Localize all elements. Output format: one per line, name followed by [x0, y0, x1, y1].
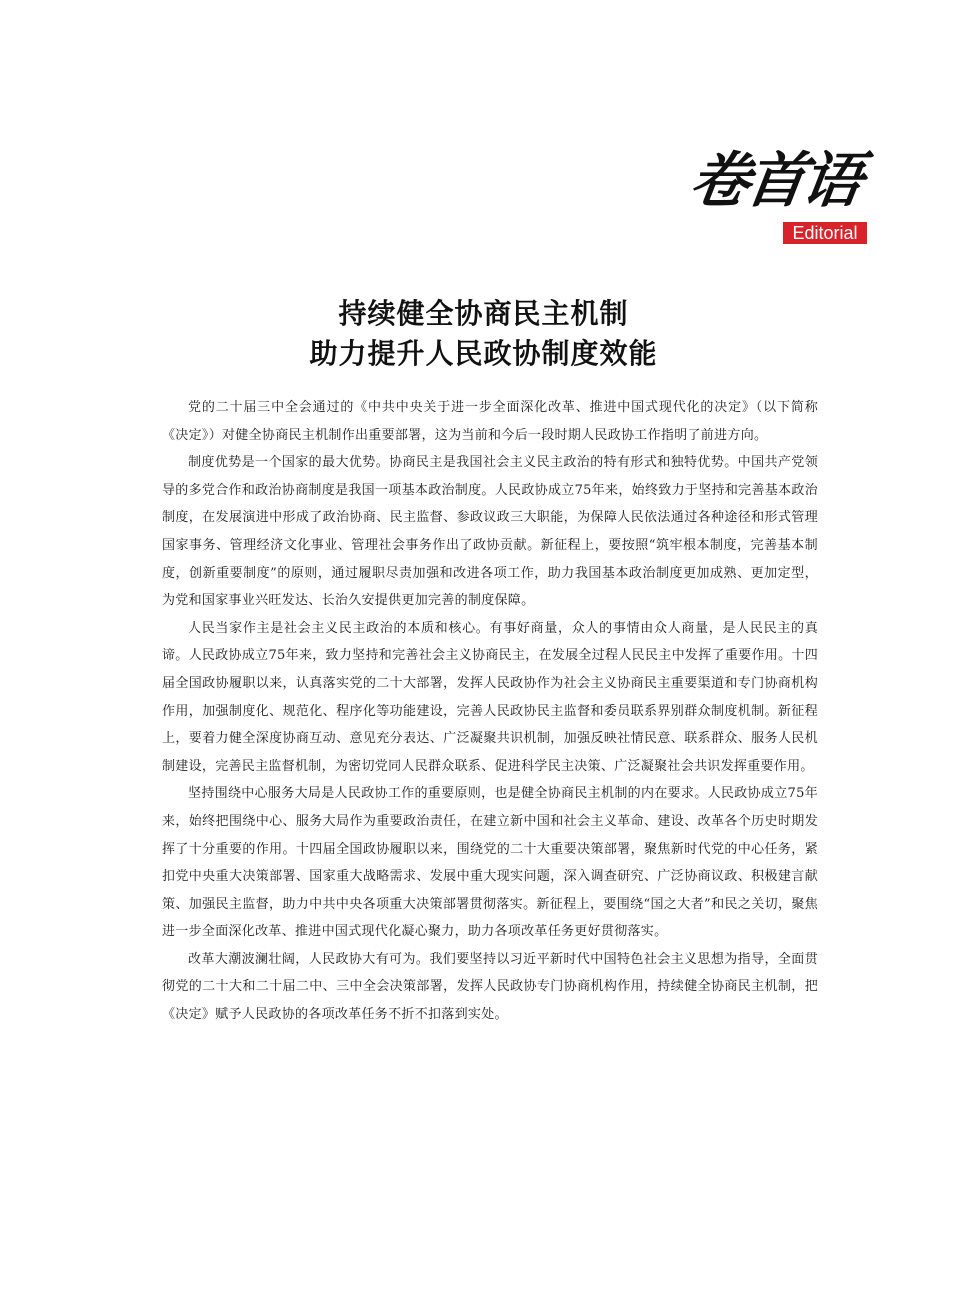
- paragraph: 坚持围绕中心服务大局是人民政协工作的重要原则，也是健全协商民主机制的内在要求。人民政协成立75年来，始终把围绕中心、服务大局作为重要政治责任，在建立新中国和社会主义革命、建设、改革各个历史时期发挥了十分重要的作用。十四届全国政协履职以来，围绕党的二十大重要决策部署，聚焦新时代党的中心任务，紧扣党中央重大决策部署、国家重大战略需求、发展中重大现实问题，深入调查研究、广泛协商议政、积极建言献策、加强民主监督，助力中共中央各项重大决策部署贯彻落实。新征程上，要围绕“国之大者”和民之关切，聚焦进一步全面深化改革、推进中国式现代化凝心聚力，助力各项改革任务更好贯彻落实。: [162, 786, 818, 940]
- title-line-2: 助力提升人民政协制度效能: [309, 337, 658, 370]
- paragraph: 人民当家作主是社会主义民主政治的本质和核心。有事好商量，众人的事情由众人商量，是人民民主的真谛。人民政协成立75年来，致力坚持和完善社会主义协商民主，在发展全过程人民民主中发挥了重要作用。十四届全国政协履职以来，认真落实党的二十大部署，发挥人民政协作为社会主义协商民主重要渠道和专门协商机构作用，加强制度化、规范化、程序化等功能建设，完善人民政协民主监督和委员联系界别群众制度机制。新征程上，要着力健全深度协商互动、意见充分表达、广泛凝聚共识机制，加强反映社情民意、联系群众、服务人民机制建设，完善民主监督机制，为密切党同人民群众联系、促进科学民主决策、广泛凝聚社会共识发挥重要作用。: [162, 620, 818, 774]
- article-body: [162, 394, 818, 1029]
- masthead-calligraphy: 卷首语: [685, 146, 863, 216]
- title-line-1: 持续健全协商民主机制: [338, 297, 629, 330]
- paragraph: 改革大潮波澜壮阔，人民政协大有可为。我们要坚持以习近平新时代中国特色社会主义思想为指导，全面贯彻党的二十大和二十届二中、三中全会决策部署，发挥人民政协专门协商机构作用，持续健全协商民主机制，把《决定》赋予人民政协的各项改革任务不折不扣落到实处。: [162, 951, 818, 1023]
- paragraph: 制度优势是一个国家的最大优势。协商民主是我国社会主义民主政治的特有形式和独特优势。中国共产党领导的多党合作和政治协商制度是我国一项基本政治制度。人民政协成立75年来，始终致力于坚持和完善基本政治制度，在发展演进中形成了政治协商、民主监督、参政议政三大职能，为保障人民依法通过各种途径和形式管理国家事务、管理经济文化事业、管理社会事务作出了政协贡献。新征程上，要按照“筑牢根本制度，完善基本制度，创新重要制度”的原则，通过履职尽责加强和改进各项工作，助力我国基本政治制度更加成熟、更加定型，为党和国家事业兴旺发达、长治久安提供更加完善的制度保障。: [162, 455, 818, 609]
- article-title: [0, 294, 967, 374]
- editorial-masthead: [685, 140, 880, 250]
- paragraph: 党的二十届三中全会通过的《中共中央关于进一步全面深化改革、推进中国式现代化的决定》（以下简称《决定》）对健全协商民主机制作出重要部署，这为当前和今后一段时期人民政协工作指明了前进方向。: [162, 400, 818, 443]
- editorial-label: Editorial: [783, 222, 867, 244]
